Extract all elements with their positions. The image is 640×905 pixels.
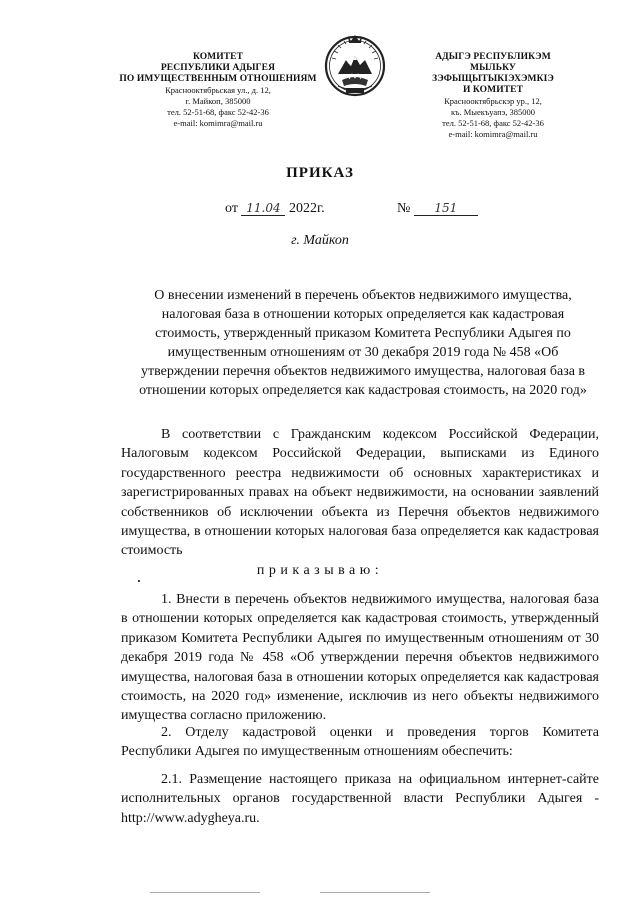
subject-line: стоимость, утвержденный приказом Комитета Республики Адыгея по xyxy=(155,326,571,341)
header-left-phone: тел. 52-51-68, факс 52-42-36 xyxy=(167,107,269,117)
item-1-paragraph: 1. Внести в перечень объектов недвижимого имущества, налоговая база в отношении которых определяется как кадастровая стоимость, утвержденный приказом Комитета Республики Адыгея по имущественным отношениям от 30 декабря 2019 года № 458 «Об утверждении перечня объектов недвижимого имущества, налоговая база в отношении которых определяется как кадастровая стоимость, на 2020 год» изменение, исключив из него объекты недвижимого имущества согласно приложению. xyxy=(121,592,599,724)
header-left-address2: г. Майкоп, 385000 xyxy=(185,96,251,106)
order-subject xyxy=(126,286,600,400)
header-left-email: e-mail: komimra@mail.ru xyxy=(173,118,263,128)
header-right-phone: тел. 52-51-68, факс 52-42-36 xyxy=(442,118,544,128)
header-left-line2: РЕСПУБЛИКИ АДЫГЕЯ xyxy=(160,63,276,73)
city: г. Майкоп xyxy=(291,233,349,248)
order-word: приказываю: xyxy=(256,563,384,578)
date-prefix: от xyxy=(225,201,238,216)
header-left-line1: КОМИТЕТ xyxy=(192,52,244,62)
subject-line: налоговая база в отношении которых определяется как кадастровая xyxy=(161,307,565,322)
number-prefix: № xyxy=(397,201,411,216)
header-right-address1: Краснооктябрьскэр ур., 12, xyxy=(444,96,542,106)
subject-line: отношении которых определяется как кадастровая стоимость, на 2020 год» xyxy=(139,383,587,398)
subject-line: О внесении изменений в перечень объектов недвижимого имущества, xyxy=(154,288,572,303)
header-right-address2: къ. Мыекъуапэ, 385000 xyxy=(450,107,536,117)
header-left-line3: ПО ИМУЩЕСТВЕННЫМ ОТНОШЕНИЯМ xyxy=(119,74,317,84)
scan-edge-line xyxy=(150,892,260,893)
header-left xyxy=(112,52,324,129)
scan-speck xyxy=(138,580,140,582)
header-right-line2: МЫЛЬКУ ЗЭФЫЩЫТЫКІЭХЭМКІЭ xyxy=(432,63,554,84)
subject-line: утверждении перечня объектов недвижимого имущества, налоговая база в xyxy=(140,364,586,379)
header-right-line1: АДЫГЭ РЕСПУБЛИКЭМ xyxy=(435,52,551,62)
republic-adygea-coat-of-arms-icon xyxy=(324,30,386,100)
order-date xyxy=(225,201,325,217)
date-suffix: 2022г. xyxy=(288,201,325,216)
number-handwritten: 151 xyxy=(414,201,478,216)
header-right-line3: И КОМИТЕТ xyxy=(462,85,524,95)
date-handwritten: 11.04 xyxy=(241,201,285,216)
header-left-address1: Краснооктябрьская ул., д. 12, xyxy=(165,85,271,95)
item-2-1-paragraph: 2.1. Размещение настоящего приказа на официальном интернет-сайте исполнительных органов государственной власти Республики Адыгея - http://www.adygheya.ru. xyxy=(121,772,599,826)
scan-edge-line xyxy=(320,892,430,893)
document-title: ПРИКАЗ xyxy=(286,165,354,181)
order-number xyxy=(397,201,478,217)
preamble-paragraph: В соответствии с Гражданским кодексом Российской Федерации, Налоговым кодексом Российской Федерации, выписками из Единого государственного реестра недвижимости об основных характеристиках и зарегистрированных правах на объект недвижимости, на основании заявлений собственников об исключении объекта из Перечня объектов недвижимого имущества, в отношении которых налоговая база определяется как кадастровая стоимость xyxy=(121,427,599,559)
subject-line: имущественным отношениям от 30 декабря 2019 года № 458 «Об xyxy=(167,345,559,360)
header-right-email: e-mail: komimra@mail.ru xyxy=(448,129,538,139)
header-right xyxy=(412,52,574,140)
item-2-paragraph: 2. Отделу кадастровой оценки и проведения торгов Комитета Республики Адыгея по имущественным отношениям обеспечить: xyxy=(121,725,599,760)
